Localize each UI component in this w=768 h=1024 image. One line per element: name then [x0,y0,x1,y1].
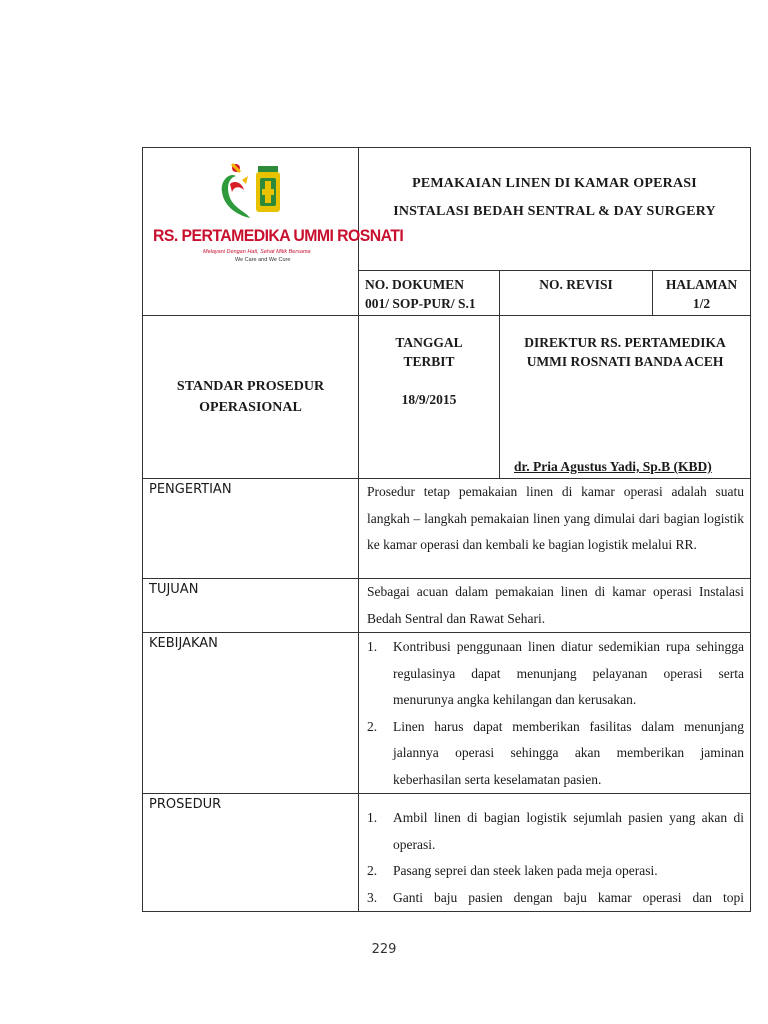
document-title: PEMAKAIAN LINEN DI KAMAR OPERASI [412,176,697,191]
sop-title-line1: STANDAR PROSEDUR [176,379,325,394]
page-cell [653,271,751,316]
kebijakan-list [359,634,750,793]
prosedur-list-cell [359,794,751,912]
revision-label: NO. REVISI [539,277,613,292]
list-item-text: Ganti baju pasien dengan baju kamar operasi dan topi [393,889,745,905]
page-value: 1/2 [692,296,711,311]
director-cell [500,316,751,479]
list-item-number: 1. [367,639,378,654]
sop-title [143,376,358,418]
document-title-cell [359,148,751,271]
list-item-number: 3. [367,889,378,905]
pengertian-text: Prosedur tetap pemakaian linen di kamar operasi adalah suatu langkah – langkah pemakaian linen yang dimulai dari bagian logistik ke kamar operasi dan kembali ke bagian logistik melalui RR. [359,479,751,579]
pengertian-label: PENGERTIAN [143,479,359,579]
page-number: 229 [371,942,397,957]
list-item [359,858,750,885]
list-item-number: 1. [367,810,378,825]
kebijakan-list-cell [359,633,751,794]
issue-date-value: 18/9/2015 [401,392,457,407]
sop-table [142,147,751,912]
prosedur-list [359,805,750,911]
sop-title-cell [143,316,359,479]
hospital-name: RS. PERTAMEDIKA UMMI ROSNATI [153,226,404,245]
list-item [359,634,750,714]
list-item [359,805,750,858]
prosedur-label: PROSEDUR [143,794,359,912]
hospital-logo-icon [216,162,286,224]
list-item-text: Ambil linen di bagian logistik sejumlah pasien yang akan di operasi. [393,810,745,852]
list-item-text: Pasang seprei dan steek laken pada meja operasi. [393,863,658,878]
revision-cell [500,271,653,316]
logo-cell [143,148,404,316]
document-number-label: NO. DOKUMEN [365,277,464,292]
issue-date-label-line2: TERBIT [403,354,455,369]
hospital-slogan: We Care and We Cure [235,257,291,263]
document-subtitle: INSTALASI BEDAH SENTRAL & DAY SURGERY [393,204,716,219]
director-line1: DIREKTUR RS. PERTAMEDIKA [524,335,726,350]
tujuan-text: Sebagai acuan dalam pemakaian linen di kamar operasi Instalasi Bedah Sentral dan Rawat Sehari. [359,579,751,633]
kebijakan-label: KEBIJAKAN [143,633,359,794]
list-item [359,714,750,794]
sop-title-line2: OPERASIONAL [199,400,302,415]
page-label: HALAMAN [665,277,738,292]
list-item-number: 2. [367,863,378,878]
hospital-tagline: Melayani Dengan Hati, Sehat Milik Bersama [203,249,311,255]
list-item [359,885,750,912]
list-item-number: 2. [367,718,378,734]
list-item-text: Kontribusi penggunaan linen diatur sedemikian rupa sehingga regulasinya dapat menunjang pelayanan operasi serta menurunya angka kehilangan dan kerusakan. [393,639,745,707]
issue-date-cell [359,316,500,479]
director-line2: UMMI ROSNATI BANDA ACEH [526,354,724,369]
document-number-value: 001/ SOP-PUR/ S.1 [365,296,476,311]
issue-date-label-line1: TANGGAL [395,335,463,350]
list-item-text: Linen harus dapat memberikan fasilitas dalam menunjang jalannya operasi sehingga akan memberikan jaminan keberhasilan serta keselamatan pasien. [393,718,745,787]
signatory-name: dr. Pria Agustus Yadi, Sp.B (KBD) [514,459,712,474]
document-number-cell [359,271,500,316]
tujuan-label: TUJUAN [143,579,359,633]
